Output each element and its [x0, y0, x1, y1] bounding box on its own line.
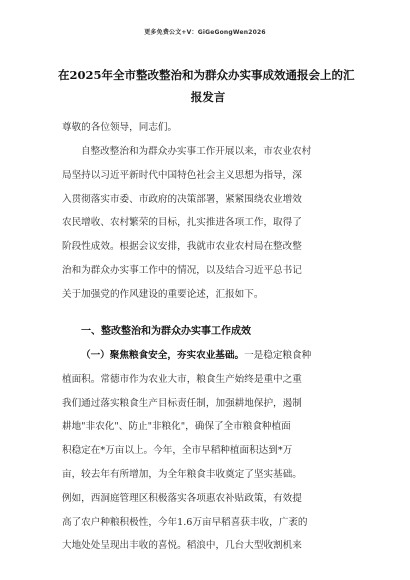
paragraph-line: 植面积。常德市作为农业大市，粮食生产始终是重中之重 — [62, 373, 302, 385]
paragraph-line: 自整改整治和为群众办实事工作开展以来，市农业农村 — [81, 146, 312, 157]
paragraph-line: 局坚持以习近平新时代中国特色社会主义思想为指导，深 — [62, 169, 302, 181]
title-line-2: 报发言 — [190, 90, 226, 104]
paragraph-line: 大地处处呈现出丰收的喜悦。稻浪中，几台大型收割机来 — [62, 540, 302, 552]
paragraph-line: 关于加强党的作风建设的重要论述，汇报如下。 — [62, 288, 264, 300]
paragraph-lead-line — [62, 344, 354, 368]
title-line-1: 在2025年全市整改整治和为群众办实事成效通报会上的汇 — [58, 68, 355, 82]
paragraph-line: 亩，较去年有所增加，为全年粮食丰收奠定了坚实基础。 — [62, 468, 302, 480]
paragraph-line: 农民增收、农村繁荣的目标，扎实推进各项工作，取得了 — [62, 217, 302, 229]
paragraph-line: 耕地"非农化"、防止"非粮化"，确保了全市粮食种植面 — [62, 421, 291, 433]
document-title — [58, 64, 358, 108]
subsection-heading: （一）聚焦粮食安全，夯实农业基础。 — [81, 350, 245, 361]
greeting: 尊敬的各位领导，同志们。 — [62, 122, 178, 133]
paragraph-line: 我们通过落实粮食生产目标责任制，加强耕地保护，遏制 — [62, 397, 302, 409]
paragraph-line: 例如，西洞庭管理区积极落实各项惠农补贴政策，有效提 — [62, 492, 302, 504]
paragraph-intro — [62, 140, 354, 307]
paragraph-line: 入贯彻落实市委、市政府的决策部署，紧紧围绕农业增效 — [62, 193, 302, 205]
paragraph-grain-security — [62, 344, 354, 558]
paragraph-line: 阶段性成效。根据会议安排，我就市农业农村局在整改整 — [62, 241, 302, 253]
paragraph-line: 高了农户种粮积极性，今年1.6万亩早稻喜获丰收，广袤的 — [62, 516, 308, 528]
watermark-text: 更多免费公文+V：GiGeGongWen2026 — [144, 29, 266, 36]
section-heading-1: 一、整改整治和为群众办实事工作成效 — [81, 326, 251, 337]
paragraph-line: 积稳定在*万亩以上。今年，全市早稻种植面积达到*万 — [62, 445, 293, 457]
lead-rest-text: 一是稳定粮食种 — [244, 350, 312, 361]
paragraph-line: 治和为群众办实事工作中的情况，以及结合习近平总书记 — [62, 264, 302, 276]
